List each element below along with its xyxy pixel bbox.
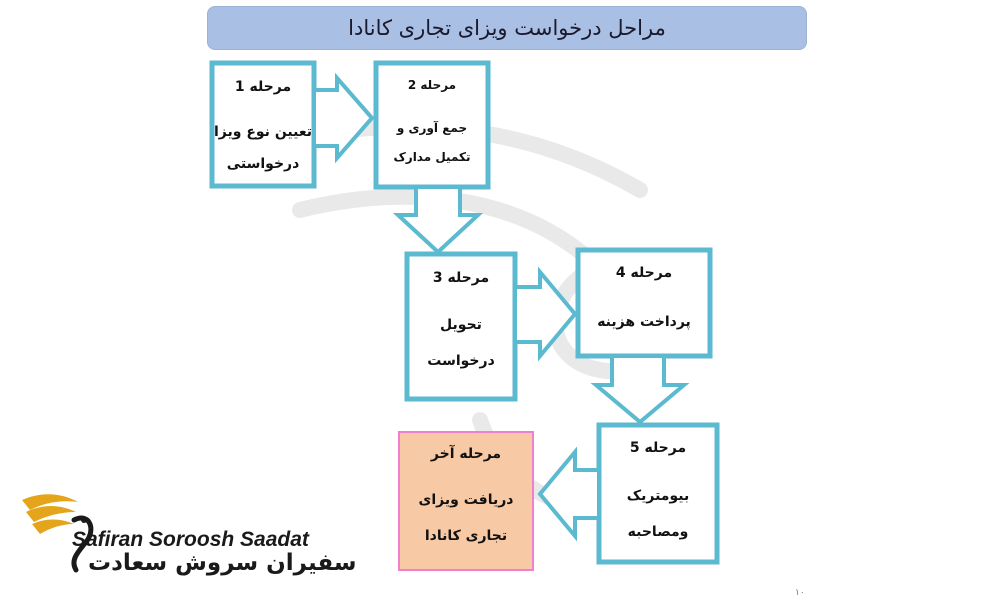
- brand-name-persian: سفیران سروش سعادت: [88, 550, 357, 576]
- final-step-line1: دریافت ویزای: [418, 492, 514, 508]
- title-banner: [207, 6, 807, 50]
- step-1-line2: درخواستی: [226, 156, 300, 172]
- step-4-heading: مرحله 4: [615, 265, 673, 281]
- step-2-line2: تکمیل مدارک: [393, 150, 471, 164]
- step-5-line1: بیومتریک: [626, 488, 690, 504]
- step-4-line1: پرداخت هزینه: [597, 314, 691, 330]
- arrow-step1-to-step2: [314, 78, 372, 158]
- final-step-line2: تجاری کانادا: [424, 528, 508, 544]
- step-2-heading: مرحله 2: [407, 78, 457, 92]
- final-step-heading: مرحله آخر: [430, 446, 502, 462]
- diagram-title: مراحل درخواست ویزای تجاری کانادا: [348, 16, 666, 40]
- step-3-line2: درخواست: [427, 353, 495, 369]
- step-3-heading: مرحله 3: [432, 270, 490, 286]
- step-2-line1: جمع آوری و: [396, 121, 468, 135]
- step-5-heading: مرحله 5: [629, 440, 687, 456]
- brand-name-english: Safiran Soroosh Saadat: [72, 528, 309, 551]
- page-number: ۱۰: [795, 588, 805, 598]
- step-3-line1: تحویل: [440, 317, 482, 333]
- step-1-heading: مرحله 1: [234, 79, 292, 95]
- arrow-step5-to-final: [540, 452, 599, 536]
- step-5-line2: ومصاحبه: [627, 524, 689, 540]
- step-1-line1: تعیین نوع ویزا: [214, 124, 312, 140]
